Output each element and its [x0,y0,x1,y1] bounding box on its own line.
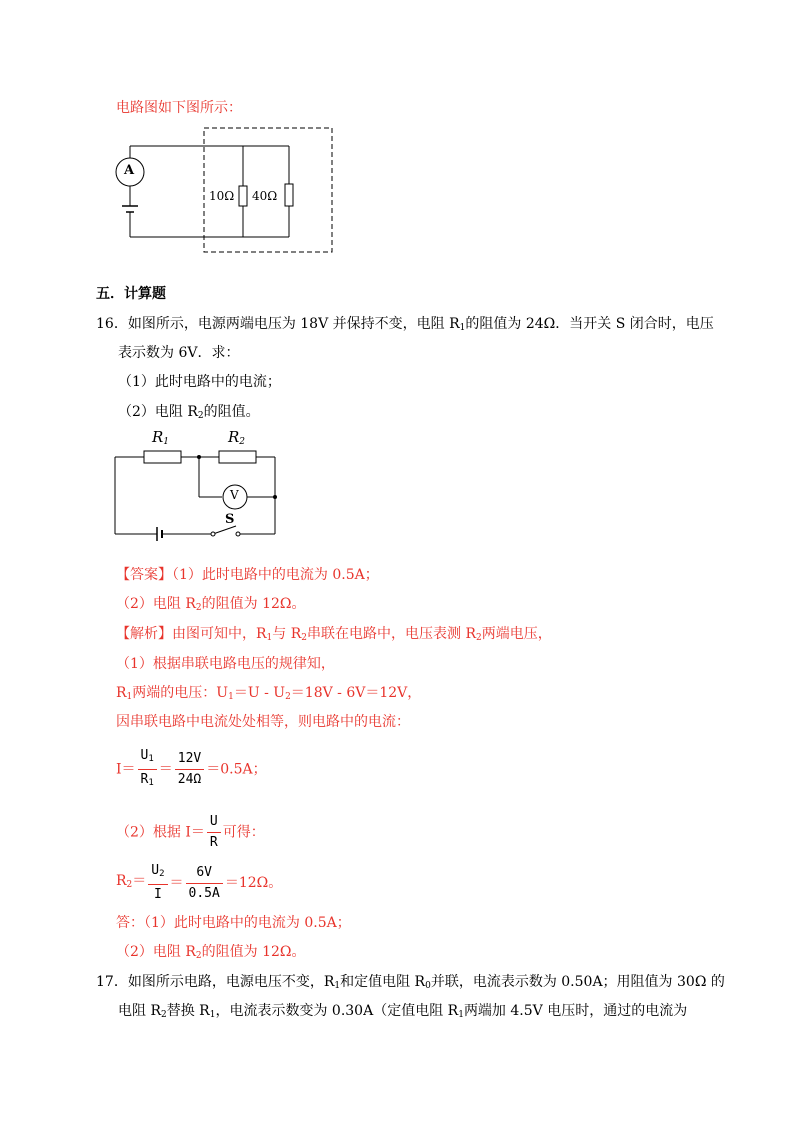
ammeter-label: A [124,163,135,178]
q17-line2: 电阻 $R_2$替换 $R_1$，电流表示数变为 0.30A（定值电阻 $R_1$两端加 4.5V 电压时，通过的电流为 [118,1003,688,1020]
final-answer-1: 答：（1）此时电路中的电流为 0.5A； [116,915,351,931]
resistor-10-label: 10Ω [209,189,235,203]
resistor-40-label: 40Ω [252,189,278,203]
step3-line: 因串联电路中电流处处相等，则电路中的电流： [116,714,410,730]
q16-line1: 16．如图所示，电源两端电压为 18V 并保持不变，电阻 $R_1$的阻值为 24Ω．当开关 S 闭合时，电压 [96,316,714,333]
step1-line: （1）根据串联电路电压的规律知， [116,656,335,672]
q16-item1: （1）此时电路中的电流； [118,374,281,390]
q16-item2: （2）电阻 $R_2$的阻值。 [118,404,260,421]
circuit2-diagram [0,0,800,560]
r2-label: $R_2$ [228,428,246,447]
switch-label: S [225,512,235,527]
final-answer-2: （2）电阻 $R_2$的阻值为 12Ω。 [116,944,306,961]
section-title: 五．计算题 [96,286,166,302]
answer-line2: （2）电阻 $R_2$的阻值为 12Ω。 [116,596,306,613]
answer-line1: 【答案】（1）此时电路中的电流为 0.5A； [116,567,379,583]
analysis-line: 【解析】由图可知中，$R_1$与 $R_2$串联在电路中，电压表测 $R_2$两端电压， [116,626,552,643]
resistor-r2 [219,451,256,463]
circuit1-heading: 电路图如下图所示： [116,100,242,116]
equation-1: I＝ $\frac{U_1}{R_1}$ ＝ $\frac{12V}{24\Omega}$ ＝0.5A； [116,748,267,788]
step2-line: $R_1$两端的电压：$U_1=U - U_2=18V - 6V=12V$， [116,685,422,702]
resistor-r1 [144,451,181,463]
equation-2: $R_2=$ $\frac{U_2}{I}$ ＝ $\frac{6V}{0.5A}$ ＝12Ω。 [116,863,283,902]
r1-label: $R_1$ [152,428,170,447]
voltmeter-label: V [230,488,239,502]
step4-line: （2）根据 I＝ $\frac{U}{R}$ 可得： [116,814,265,850]
q17-line1: 17．如图所示电路，电源电压不变，$R_1$和定值电阻 $R_0$并联，电流表示数为 0.50A；用阻值为 30Ω 的 [96,974,725,991]
q16-line2: 表示数为 6V．求： [118,345,240,361]
